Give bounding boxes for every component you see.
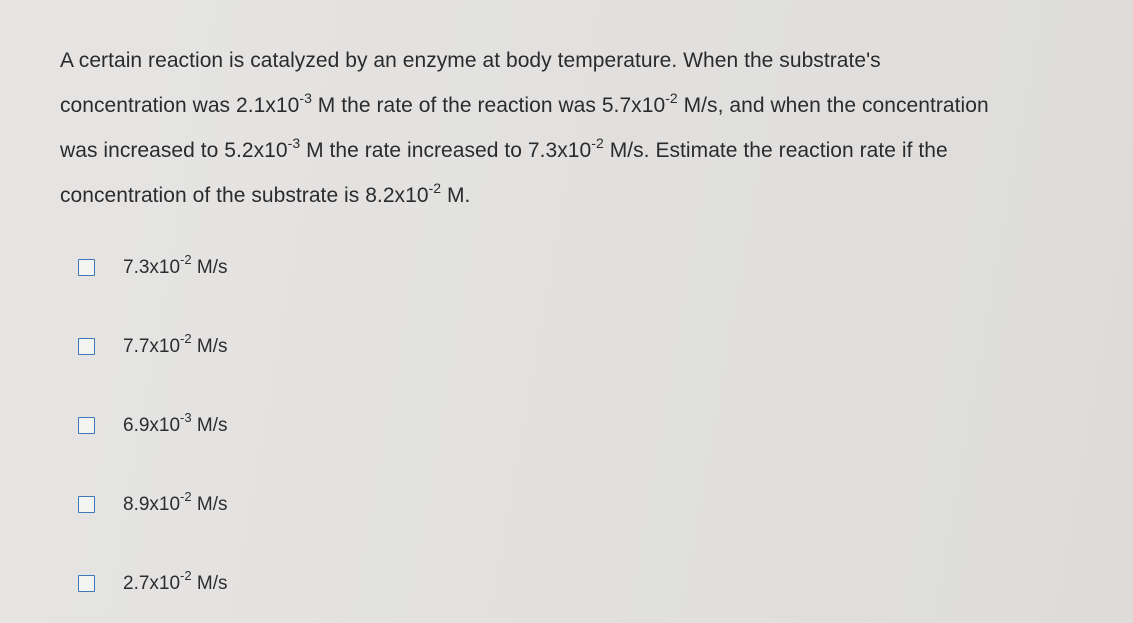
option-mantissa: 2.7x10 (123, 572, 181, 594)
option-exponent: -2 (180, 489, 192, 505)
question-text (60, 38, 1120, 218)
answer-option-1[interactable] (78, 228, 228, 307)
answer-option-3[interactable] (78, 386, 228, 465)
answer-option-label (123, 252, 228, 279)
answer-option-4[interactable] (78, 465, 228, 544)
question-line-4 (60, 173, 1120, 218)
option-exponent: -2 (180, 252, 192, 268)
checkbox[interactable] (78, 417, 95, 434)
option-mantissa: 8.9x10 (123, 493, 181, 515)
question-text-fragment: M the rate increased to 7.3x10 (300, 139, 592, 162)
option-unit: M/s (191, 572, 228, 594)
answer-option-2[interactable] (78, 307, 228, 386)
checkbox[interactable] (78, 575, 95, 592)
option-exponent: -2 (180, 568, 192, 584)
question-text-fragment: concentration of the substrate is 8.2x10 (60, 184, 429, 207)
option-mantissa: 6.9x10 (123, 414, 181, 436)
question-text-fragment: M/s, and when the concentration (677, 94, 989, 117)
answer-option-label (123, 331, 228, 358)
option-mantissa: 7.7x10 (123, 335, 181, 357)
question-line-1: A certain reaction is catalyzed by an enzyme at body temperature. When the substrate's (60, 49, 881, 72)
question-line-2 (60, 83, 1120, 128)
exponent: -2 (428, 180, 442, 196)
answer-option-label (123, 410, 228, 437)
question-text-fragment: concentration was 2.1x10 (60, 94, 300, 117)
option-unit: M/s (191, 335, 228, 357)
exponent: -3 (299, 90, 312, 106)
question-line-3 (60, 128, 1120, 173)
exponent: -2 (665, 90, 678, 106)
option-unit: M/s (191, 256, 228, 278)
answer-option-label (123, 489, 228, 516)
question-text-fragment: M the rate of the reaction was 5.7x10 (311, 94, 666, 117)
answer-options (78, 228, 228, 623)
question-text-fragment: M/s. Estimate the reaction rate if the (603, 139, 948, 162)
option-unit: M/s (191, 493, 228, 515)
option-unit: M/s (191, 414, 228, 436)
exponent: -3 (287, 135, 301, 151)
option-exponent: -3 (180, 410, 192, 426)
checkbox[interactable] (78, 496, 95, 513)
exponent: -2 (591, 135, 604, 151)
checkbox[interactable] (78, 338, 95, 355)
option-exponent: -2 (180, 331, 192, 347)
checkbox[interactable] (78, 259, 95, 276)
question-text-fragment: was increased to 5.2x10 (60, 139, 288, 162)
option-mantissa: 7.3x10 (123, 256, 181, 278)
question-text-fragment: M. (441, 184, 471, 207)
answer-option-5[interactable] (78, 544, 228, 623)
answer-option-label (123, 568, 228, 595)
